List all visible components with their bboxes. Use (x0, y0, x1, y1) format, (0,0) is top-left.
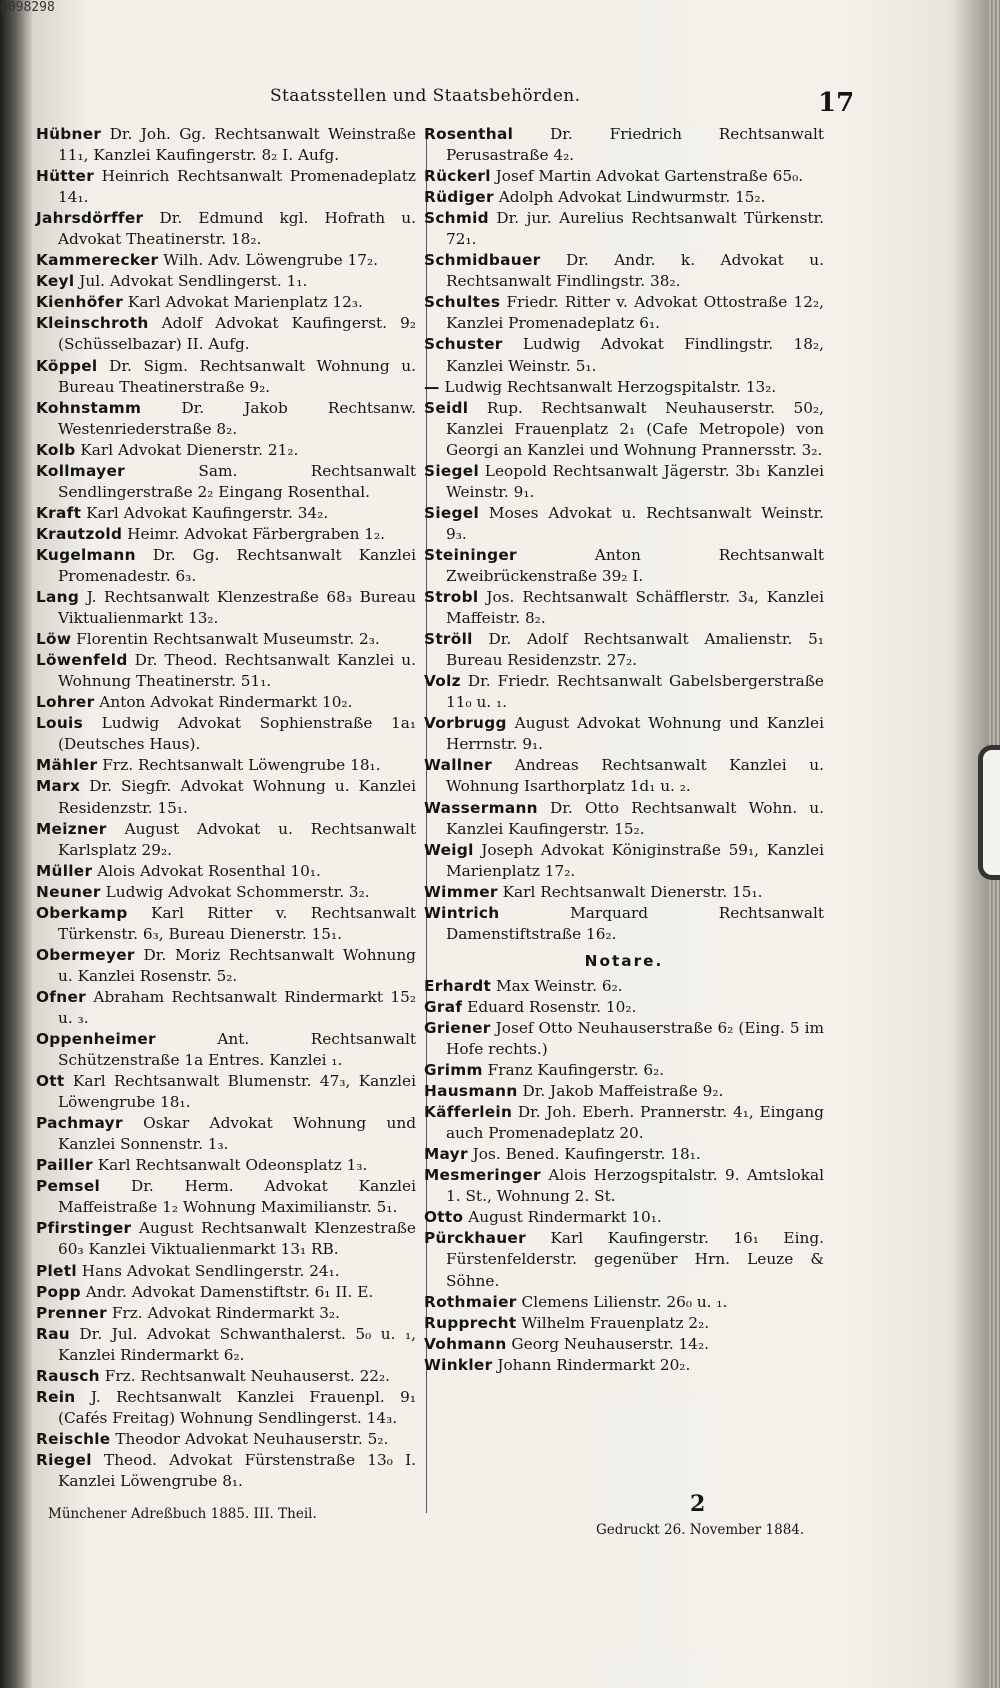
entry-details: Ludwig Advokat Findlingstr. 18₂, Kanzlei Weinstr. 5₁. (446, 335, 824, 375)
entry-surname: Rau (36, 1324, 70, 1343)
entry-surname: Köppel (36, 356, 98, 375)
directory-entry (36, 440, 416, 461)
entry-surname: Rein (36, 1387, 76, 1406)
entry-details: Karl Rechtsanwalt Dienerstr. 15₁. (502, 882, 763, 901)
directory-entry (424, 587, 824, 629)
entry-surname: Löw (36, 630, 72, 649)
entry-surname: Oberkamp (36, 903, 128, 922)
entry-details: Karl Advokat Kaufingerstr. 34₂. (86, 503, 329, 522)
directory-entry (36, 713, 416, 755)
directory-entry (36, 292, 416, 313)
entry-surname: Otto (424, 1208, 464, 1227)
entry-details: August Rechtsanwalt Klenzestraße 60₃ Kanzlei Viktualienmarkt 13₁ RB. (58, 1219, 416, 1259)
directory-entry (36, 1387, 416, 1429)
entry-details: Adolf Advokat Kaufingerst. 9₂ (Schüsselbazar) II. Aufg. (58, 314, 416, 354)
entry-surname: Schmidbauer (424, 251, 541, 270)
entry-details: Dr. Herm. Advokat Kanzlei Maffeistraße 1₂ Wohnung Maximilianstr. 5₁. (58, 1177, 416, 1217)
page-clip (978, 745, 1000, 880)
entry-details: Frz. Rechtsanwalt Neuhauserst. 22₂. (104, 1366, 391, 1385)
entry-details: J. Rechtsanwalt Kanzlei Frauenpl. 9₁ (Cafés Freitag) Wohnung Sendlingerst. 14₃. (58, 1387, 416, 1427)
entry-surname: Ofner (36, 987, 86, 1006)
entry-surname: Jahrsdörffer (36, 209, 144, 228)
entry-details: Dr. Moriz Rechtsanwalt Wohnung u. Kanzlei Rosenstr. 5₂. (58, 945, 416, 985)
entry-surname: Wallner (424, 756, 493, 775)
directory-entry (36, 819, 416, 861)
directory-entry (424, 292, 824, 334)
directory-entry (36, 503, 416, 524)
entry-details: J. Rechtsanwalt Klenzestraße 68₃ Bureau Viktualienmarkt 13₂. (58, 588, 416, 628)
entry-details: Wilhelm Frauenplatz 2₂. (521, 1313, 710, 1332)
directory-entry (424, 713, 824, 755)
directory-entry (36, 587, 416, 629)
directory-entry (424, 545, 824, 587)
entry-details: Anton Advokat Rindermarkt 10₂. (99, 693, 353, 712)
entry-details: Andreas Rechtsanwalt Kanzlei u. Wohnung Isarthorplatz 1d₁ u. ₂. (446, 756, 824, 796)
entry-details: Theodor Advokat Neuhauserstr. 5₂. (115, 1429, 389, 1448)
entry-details: Georg Neuhauserstr. 14₂. (511, 1334, 710, 1353)
directory-entry (36, 903, 416, 945)
entry-surname: Popp (36, 1282, 81, 1301)
entry-surname: Kleinschroth (36, 314, 149, 333)
lawyer-list-continued (424, 124, 824, 945)
directory-entry (424, 124, 824, 166)
entry-surname: Neuner (36, 882, 101, 901)
directory-entry (424, 882, 824, 903)
archive-stamp: 0098298 (0, 0, 55, 15)
directory-entry (424, 1102, 824, 1144)
entry-surname: Käfferlein (424, 1103, 513, 1122)
entry-details: Ant. Rechtsanwalt Schützenstraße 1a Entres. Kanzlei ₁. (58, 1030, 416, 1070)
directory-entry (424, 755, 824, 797)
directory-entry (36, 1176, 416, 1218)
entry-surname: Mayr (424, 1145, 468, 1164)
directory-entry (36, 461, 416, 503)
entry-surname: Steininger (424, 545, 517, 564)
entry-details: Karl Advokat Dienerstr. 21₂. (80, 440, 299, 459)
entry-details: Johann Rindermarkt 20₂. (497, 1355, 691, 1374)
entry-surname: Hausmann (424, 1082, 518, 1101)
directory-entry (424, 1165, 824, 1207)
entry-details: Eduard Rosenstr. 10₂. (467, 997, 637, 1016)
entry-surname: Krautzold (36, 524, 123, 543)
entry-details: Franz Kaufingerstr. 6₂. (487, 1061, 665, 1080)
entry-details: Dr. jur. Aurelius Rechtsanwalt Türkenstr. 72₁. (446, 209, 824, 249)
entry-details: Karl Rechtsanwalt Odeonsplatz 1₃. (97, 1156, 368, 1175)
entry-details: Ludwig Advokat Sophienstraße 1a₁ (Deutsches Haus). (58, 714, 416, 754)
entry-details: Theod. Advokat Fürstenstraße 13₀ I. Kanzlei Löwengrube 8₁. (58, 1450, 416, 1490)
entry-details: Dr. Otto Rechtsanwalt Wohn. u. Kanzlei Kaufingerstr. 15₂. (446, 798, 824, 838)
directory-entry (36, 524, 416, 545)
entry-details: Alois Herzogspitalstr. 9. Amtslokal 1. St., Wohnung 2. St. (446, 1166, 824, 1206)
entry-surname: Kammerecker (36, 251, 159, 270)
notare-heading: Notare. (584, 951, 664, 970)
entry-surname: Pürckhauer (424, 1229, 526, 1248)
entry-surname: Schuster (424, 335, 503, 354)
directory-entry (424, 1060, 824, 1081)
directory-entry (424, 250, 824, 292)
entry-surname: Kollmayer (36, 461, 125, 480)
directory-entry (36, 1113, 416, 1155)
entry-details: Friedr. Ritter v. Advokat Ottostraße 12₂, Kanzlei Promenadeplatz 6₁. (446, 293, 824, 333)
entry-details: Florentin Rechtsanwalt Museumstr. 2₃. (76, 630, 380, 649)
directory-entry (424, 1313, 824, 1334)
entry-details: Oskar Advokat Wohnung und Kanzlei Sonnenstr. 1₃. (58, 1114, 416, 1154)
entry-details: Ludwig Advokat Schommerstr. 3₂. (105, 882, 370, 901)
directory-entry (424, 1228, 824, 1291)
directory-entry (36, 545, 416, 587)
entry-surname: Lohrer (36, 693, 95, 712)
entry-surname: Siegel (424, 503, 480, 522)
entry-details: Frz. Rechtsanwalt Löwengrube 18₁. (102, 756, 381, 775)
entry-surname: Mesmeringer (424, 1166, 541, 1185)
entry-details: Jos. Bened. Kaufingerstr. 18₁. (472, 1145, 701, 1164)
entry-details: Dr. Gg. Rechtsanwalt Kanzlei Promenadestr. 6₃. (58, 545, 416, 585)
entry-surname: Obermeyer (36, 945, 135, 964)
entry-details: Karl Advokat Marienplatz 12₃. (127, 293, 363, 312)
directory-entry (36, 650, 416, 692)
entry-surname: Marx (36, 777, 81, 796)
entry-surname: Wintrich (424, 903, 500, 922)
directory-entry (36, 271, 416, 292)
running-header: Staatsstellen und Staatsbehörden. (270, 86, 581, 106)
entry-surname: Hübner (36, 125, 102, 143)
entry-details: Dr. Edmund kgl. Hofrath u. Advokat Theatinerstr. 18₂. (58, 209, 416, 249)
entry-surname: Kugelmann (36, 545, 136, 564)
entry-surname: Keyl (36, 272, 75, 291)
entry-surname: Rausch (36, 1366, 100, 1385)
entry-details: Dr. Friedrich Rechtsanwalt Perusastraße 4₂. (446, 125, 824, 165)
entry-surname: Löwenfeld (36, 651, 128, 670)
directory-entry (424, 166, 824, 187)
entry-surname: Kraft (36, 503, 82, 522)
directory-entry (36, 1282, 416, 1303)
directory-entry (36, 1303, 416, 1324)
entry-surname: Pletl (36, 1261, 77, 1280)
entry-surname: Vorbrugg (424, 714, 507, 733)
entry-surname: Strobl (424, 588, 479, 607)
entry-surname: Prenner (36, 1303, 107, 1322)
directory-entry (36, 208, 416, 250)
entry-details: Leopold Rechtsanwalt Jägerstr. 3b₁ Kanzlei Weinstr. 9₁. (446, 461, 824, 501)
entry-details: Marquard Rechtsanwalt Damenstiftstraße 16₂. (446, 903, 824, 943)
entry-details: Dr. Sigm. Rechtsanwalt Wohnung u. Bureau Theatinerstraße 9₂. (58, 356, 416, 396)
entry-details: Heinrich Rechtsanwalt Promenadeplatz 14₁. (58, 167, 416, 207)
directory-entry (424, 629, 824, 671)
entry-surname: Ströll (424, 630, 473, 649)
entry-details: Andr. Advokat Damenstiftstr. 6₁ II. E. (85, 1282, 374, 1301)
directory-entry (424, 208, 824, 250)
entry-surname: Reischle (36, 1429, 111, 1448)
entry-surname: Siegel (424, 461, 480, 480)
entry-details: Dr. Siegfr. Advokat Wohnung u. Kanzlei Residenzstr. 15₁. (58, 777, 416, 817)
entry-details: August Rindermarkt 10₁. (468, 1208, 662, 1227)
entry-details: Karl Rechtsanwalt Blumenstr. 47₃, Kanzlei Löwengrube 18₁. (58, 1072, 416, 1112)
entry-details: Dr. Adolf Rechtsanwalt Amalienstr. 5₁ Bureau Residenzstr. 27₂. (446, 630, 824, 670)
left-column (36, 124, 416, 1492)
entry-surname: Hütter (36, 167, 95, 186)
entry-surname: Louis (36, 714, 83, 733)
directory-entry (424, 671, 824, 713)
directory-entry (424, 840, 824, 882)
entry-details: Dr. Jakob Rechtsanw. Westenriederstraße 8₂. (58, 398, 416, 438)
entry-details: Karl Kaufingerstr. 16₁ Eing. Fürstenfelderstr. gegenüber Hrn. Leuze & Söhne. (446, 1229, 824, 1290)
print-date: Gedruckt 26. November 1884. (596, 1522, 805, 1538)
entry-details: Jos. Rechtsanwalt Schäfflerstr. 3₄, Kanzlei Maffeistr. 8₂. (446, 588, 824, 628)
directory-entry (424, 377, 824, 398)
directory-entry (36, 313, 416, 355)
directory-entry (424, 997, 824, 1018)
entry-details: Joseph Advokat Königinstraße 59₁, Kanzlei Marienplatz 17₂. (446, 840, 824, 880)
entry-surname: — (424, 377, 440, 396)
directory-entry (36, 987, 416, 1029)
entry-surname: Müller (36, 861, 93, 880)
directory-entry (424, 1292, 824, 1313)
entry-surname: Kienhöfer (36, 293, 124, 312)
directory-entry (36, 1218, 416, 1260)
entry-details: Heimr. Advokat Färbergraben 1₂. (127, 524, 386, 543)
entry-surname: Riegel (36, 1450, 92, 1469)
entry-surname: Pailler (36, 1156, 93, 1175)
entry-surname: Wassermann (424, 798, 538, 817)
entry-surname: Schultes (424, 293, 501, 312)
directory-entry (36, 1071, 416, 1113)
directory-entry (36, 1324, 416, 1366)
entry-details: Karl Ritter v. Rechtsanwalt Türkenstr. 6₃, Bureau Dienerstr. 15₁. (58, 903, 416, 943)
directory-entry (424, 1144, 824, 1165)
entry-details: Rup. Rechtsanwalt Neuhauserstr. 50₂, Kanzlei Frauenplatz 2₁ (Cafe Metropole) von Georgi an Kanzlei und Wohnung Prannersstr. 3₂. (446, 398, 824, 459)
directory-entry (424, 187, 824, 208)
entry-surname: Rosenthal (424, 125, 514, 143)
signature-mark: 2 (690, 1491, 706, 1517)
directory-entry (424, 1334, 824, 1355)
directory-entry (36, 692, 416, 713)
directory-entry (424, 1207, 824, 1228)
entry-details: Dr. Joh. Gg. Rechtsanwalt Weinstraße 11₁, Kanzlei Kaufingerstr. 8₂ I. Aufg. (58, 125, 416, 165)
directory-entry (36, 356, 416, 398)
directory-entry (36, 1429, 416, 1450)
directory-entry (424, 503, 824, 545)
directory-entry (36, 861, 416, 882)
entry-details: Abraham Rechtsanwalt Rindermarkt 15₂ u. ₃. (58, 987, 416, 1027)
right-column (424, 124, 824, 1376)
directory-entry (424, 976, 824, 997)
entry-details: August Advokat u. Rechtsanwalt Karlsplatz 29₂. (58, 819, 416, 859)
entry-details: Dr. Friedr. Rechtsanwalt Gabelsbergerstraße 11₀ u. ₁. (446, 672, 824, 712)
entry-details: Dr. Joh. Eberh. Prannerstr. 4₁, Eingang auch Promenadeplatz 20. (446, 1103, 824, 1143)
entry-surname: Wimmer (424, 882, 498, 901)
entry-details: Adolph Advokat Lindwurmstr. 15₂. (498, 188, 766, 207)
entry-details: Frz. Advokat Rindermarkt 3₂. (111, 1303, 340, 1322)
directory-entry (36, 1029, 416, 1071)
entry-surname: Pachmayr (36, 1114, 123, 1133)
entry-surname: Seidl (424, 398, 469, 417)
entry-surname: Ott (36, 1072, 65, 1091)
entry-details: Alois Advokat Rosenthal 10₁. (97, 861, 321, 880)
entry-surname: Griener (424, 1018, 491, 1037)
directory-entry (36, 776, 416, 818)
entry-details: Dr. Jul. Advokat Schwanthalerst. 5₀ u. ₁, Kanzlei Rindermarkt 6₂. (58, 1324, 416, 1364)
entry-surname: Rothmaier (424, 1292, 517, 1311)
entry-details: Clemens Lilienstr. 26₀ u. ₁. (521, 1292, 728, 1311)
entry-surname: Rückerl (424, 167, 491, 186)
entry-surname: Winkler (424, 1355, 493, 1374)
entry-details: Josef Martin Advokat Gartenstraße 65₀. (495, 167, 804, 186)
entry-surname: Meizner (36, 819, 107, 838)
directory-entry (424, 1018, 824, 1060)
directory-entry (424, 1081, 824, 1102)
entry-details: Moses Advokat u. Rechtsanwalt Weinstr. 9₃. (446, 503, 824, 543)
directory-entry (36, 124, 416, 166)
entry-surname: Kohnstamm (36, 398, 142, 417)
entry-details: Jul. Advokat Sendlingerst. 1₁. (79, 272, 308, 291)
directory-entry (424, 398, 824, 461)
entry-details: Josef Otto Neuhauserstraße 6₂ (Eing. 5 im Hofe rechts.) (446, 1018, 824, 1059)
entry-surname: Graf (424, 997, 463, 1016)
entry-surname: Grimm (424, 1061, 483, 1080)
directory-entry (36, 1155, 416, 1176)
entry-surname: Kolb (36, 440, 76, 459)
directory-entry (36, 398, 416, 440)
directory-entry (36, 1366, 416, 1387)
directory-entry (36, 945, 416, 987)
entry-details: Max Weinstr. 6₂. (496, 976, 623, 995)
entry-details: Dr. Jakob Maffeistraße 9₂. (522, 1082, 724, 1101)
entry-details: Hans Advokat Sendlingerstr. 24₁. (81, 1261, 340, 1280)
entry-details: Dr. Andr. k. Advokat u. Rechtsanwalt Findlingstr. 38₂. (446, 251, 824, 291)
entry-details: August Advokat Wohnung und Kanzlei Herrnstr. 9₁. (446, 714, 824, 754)
entry-surname: Lang (36, 588, 80, 607)
entry-surname: Vohmann (424, 1334, 507, 1353)
entry-surname: Weigl (424, 840, 474, 859)
directory-entry (36, 882, 416, 903)
book-gutter (0, 0, 32, 1688)
entry-surname: Rüdiger (424, 188, 494, 207)
entry-details: Ludwig Rechtsanwalt Herzogspitalstr. 13₂. (444, 377, 777, 396)
entry-surname: Oppenheimer (36, 1030, 156, 1049)
entry-details: Anton Rechtsanwalt Zweibrückenstraße 39₂ I. (446, 545, 824, 585)
entry-surname: Pfirstinger (36, 1219, 132, 1238)
page-number: 17 (818, 88, 855, 118)
directory-entry (36, 250, 416, 271)
entry-details: Dr. Theod. Rechtsanwalt Kanzlei u. Wohnung Theatinerstr. 51₁. (58, 651, 416, 691)
directory-entry (424, 334, 824, 376)
directory-entry (36, 755, 416, 776)
entry-surname: Schmid (424, 209, 489, 228)
entry-surname: Rupprecht (424, 1313, 517, 1332)
directory-entry (36, 629, 416, 650)
directory-entry (424, 798, 824, 840)
directory-entry (424, 461, 824, 503)
entry-details: Wilh. Adv. Löwengrube 17₂. (163, 251, 378, 270)
footer-imprint: Münchener Adreßbuch 1885. III. Theil. (48, 1506, 317, 1522)
directory-entry (36, 166, 416, 208)
directory-entry (36, 1450, 416, 1492)
entry-surname: Volz (424, 672, 461, 691)
entry-surname: Erhardt (424, 976, 492, 995)
notare-list (424, 976, 824, 1376)
directory-entry (424, 1355, 824, 1376)
entry-surname: Pemsel (36, 1177, 101, 1196)
directory-entry (424, 903, 824, 945)
entry-details: Sam. Rechtsanwalt Sendlingerstraße 2₂ Eingang Rosenthal. (58, 461, 416, 501)
directory-entry (36, 1261, 416, 1282)
entry-surname: Mähler (36, 756, 98, 775)
